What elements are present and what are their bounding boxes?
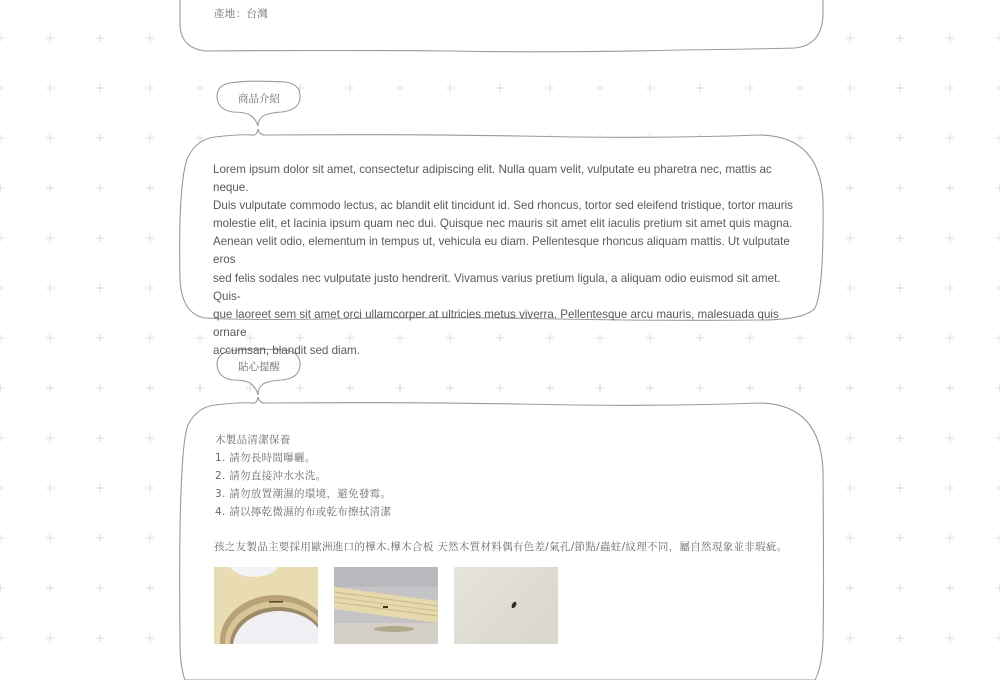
intro-line: que laoreet sem sit amet orci ullamcorper at ultricies metus viverra. Pellentesque arcu mauris, malesuada quis ornare <box>213 307 779 339</box>
intro-bubble-label: 商品介紹 <box>238 93 280 105</box>
photo-plywood-edge <box>334 567 438 644</box>
origin-text: 產地：台灣 <box>214 8 268 20</box>
photo-wood-surface-hole <box>454 567 558 644</box>
sample-photos <box>214 567 558 644</box>
reminder-bubble-label: 貼心提醒 <box>238 361 280 373</box>
care-item: 2. 請勿直接沖水水洗。 <box>215 470 327 482</box>
material-note: 孩之友製品主要採用歐洲進口的樺木.樺木合板 天然木質材料偶有色差/氣孔/節點/蟲蛀/紋理不同，屬自然現象並非瑕疵。 <box>214 541 788 553</box>
photo-plywood-ring <box>214 567 318 644</box>
intro-line: Lorem ipsum dolor sit amet, consectetur adipiscing elit. Nulla quam velit, vulputate eu pharetra nec, mattis ac neque. <box>213 163 772 195</box>
care-title: 木製品清潔保養 <box>215 434 291 446</box>
intro-line: sed felis sodales nec vulputate justo hendrerit. Vivamus varius pretium ligula, a aliquam odio euismod sit amet. Quis- <box>213 271 781 303</box>
intro-body-text <box>213 161 793 360</box>
intro-line: molestie elit, et lacinia ipsum quam nec dui. Quisque nec mauris sit amet elit iaculis pretium sit amet quis magna. <box>213 217 793 231</box>
care-item: 3. 請勿放置潮濕的環境，避免發霉。 <box>215 488 392 500</box>
care-item: 4. 請以擰乾微濕的布或乾布擦拭清潔 <box>215 506 392 518</box>
intro-line: Aenean velit odio, elementum in tempus ut, vehicula eu diam. Pellentesque rhoncus aliquam mattis. Ut vulputate eros <box>213 235 790 267</box>
care-instructions <box>215 431 391 521</box>
care-item: 1. 請勿長時間曝曬。 <box>215 452 316 464</box>
intro-line: Duis vulputate commodo lectus, ac blandit elit tincidunt id. Sed rhoncus, tortor sed eleifend tristique, tortor mauris <box>213 199 793 213</box>
intro-line: accumsan, blandit sed diam. <box>213 343 360 357</box>
